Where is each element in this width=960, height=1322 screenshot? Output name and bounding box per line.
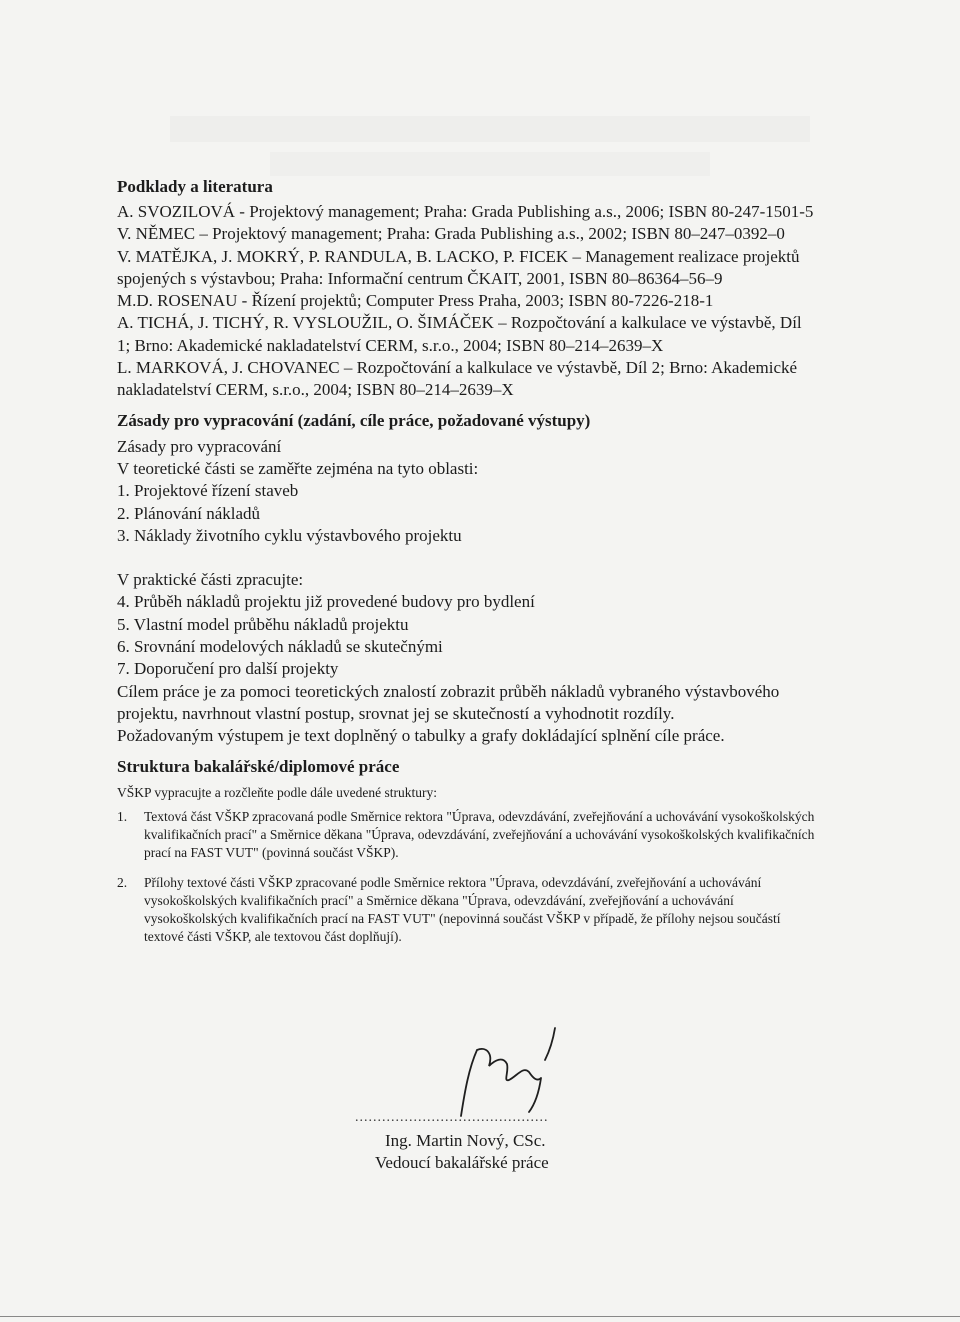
scan-edge-line [0, 1316, 960, 1317]
spacer [117, 547, 817, 569]
signature-line: ........................................... [355, 1110, 549, 1125]
practice-item: 6. Srovnání modelových nákladů se skutečnými [117, 637, 443, 657]
supervisor-role: Vedoucí bakalářské práce [375, 1153, 549, 1172]
structure-intro: VŠKP vypracujte a rozčleňte podle dále uvedené struktury: [117, 784, 438, 800]
structure-item-number: 2. [117, 874, 128, 890]
structure-heading: Struktura bakalářské/diplomové práce [117, 756, 400, 776]
principles-subheading: Zásady pro vypracování [117, 436, 282, 456]
structure-item [117, 874, 817, 946]
literature-item: M.D. ROSENAU - Řízení projektů; Computer Press Praha, 2003; ISBN 80-7226-218-1 [117, 291, 714, 311]
theory-item: 3. Náklady životního cyklu výstavbového projektu [117, 525, 462, 545]
theory-intro: V teoretické části se zaměřte zejména na tyto oblasti: [117, 458, 479, 478]
practice-intro: V praktické části zpracujte: [117, 570, 304, 590]
structure-item-text: Přílohy textové části VŠKP zpracované podle Směrnice rektora "Úprava, odevzdávání, zveřejňování a uchovávání vysokoškolských kvalifikačních prací" a Směrnice děkana "Úprava, odevzdávání, zveřejňování a uchovávání vysokoškolských kvalifikačních prací na FAST VUT" (nepovinná součást VŠKP v případě, že přílohy nejsou součástí textové části VŠKP, ale textovou část doplňují). [144, 874, 781, 944]
document-body [117, 173, 817, 958]
practice-item: 4. Průběh nákladů projektu již provedené budovy pro bydlení [117, 592, 535, 612]
literature-item: A. TICHÁ, J. TICHÝ, R. VYSLOUŽIL, O. ŠIMÁČEK – Rozpočtování a kalkulace ve výstavbě, Díl 1; Brno: Akademické nakladatelství CERM, s.r.o., 2004; ISBN 80–214–2639–X [117, 313, 802, 355]
theory-item: 2. Plánování nákladů [117, 503, 261, 523]
structure-item-text: Textová část VŠKP zpracovaná podle Směrnice rektora "Úprava, odevzdávání, zveřejňování a uchovávání vysokoškolských kvalifikačních prací" a Směrnice děkana "Úprava, odevzdávání, zveřejňování a uchovávání vysokoškolských kvalifikačních prací na FAST VUT" (povinná součást VŠKP). [144, 808, 815, 860]
literature-heading: Podklady a literatura [117, 177, 273, 196]
goal-paragraph: Cílem práce je za pomoci teoretických znalostí zobrazit průběh nákladů vybraného výstavbového projektu, navrhnout vlastní postup, srovnat jej se skutečností a vyhodnotit rozdíly. [117, 681, 780, 723]
literature-item: V. NĚMEC – Projektový management; Praha: Grada Publishing a.s., 2002; ISBN 80–247–0392–0 [117, 224, 785, 244]
output-paragraph: Požadovaným výstupem je text doplněný o tabulky a grafy dokládající splnění cíle práce. [117, 726, 725, 746]
practice-item: 5. Vlastní model průběhu nákladů projektu [117, 614, 409, 634]
principles-heading: Zásady pro vypracování (zadání, cíle práce, požadované výstupy) [117, 410, 591, 430]
practice-item: 7. Doporučení pro další projekty [117, 659, 339, 679]
structure-item-number: 1. [117, 808, 128, 824]
literature-item: L. MARKOVÁ, J. CHOVANEC – Rozpočtování a kalkulace ve výstavbě, Díl 2; Brno: Akademické nakladatelství CERM, s.r.o., 2004; ISBN 80–214–2639–X [117, 358, 798, 400]
literature-item: A. SVOZILOVÁ - Projektový management; Praha: Grada Publishing a.s., 2006; ISBN 80-247-1501-5 [117, 202, 814, 221]
literature-item: V. MATĚJKA, J. MOKRÝ, P. RANDULA, B. LACKO, P. FICEK – Management realizace projektů spojených s výstavbou; Praha: Informační centrum ČKAIT, 2001, ISBN 80–86364–56–9 [117, 246, 800, 288]
literature-list [117, 201, 817, 402]
supervisor-name: Ing. Martin Nový, CSc. [385, 1131, 546, 1150]
theory-item: 1. Projektové řízení staveb [117, 481, 299, 501]
structure-list [117, 808, 817, 946]
structure-item [117, 808, 817, 862]
